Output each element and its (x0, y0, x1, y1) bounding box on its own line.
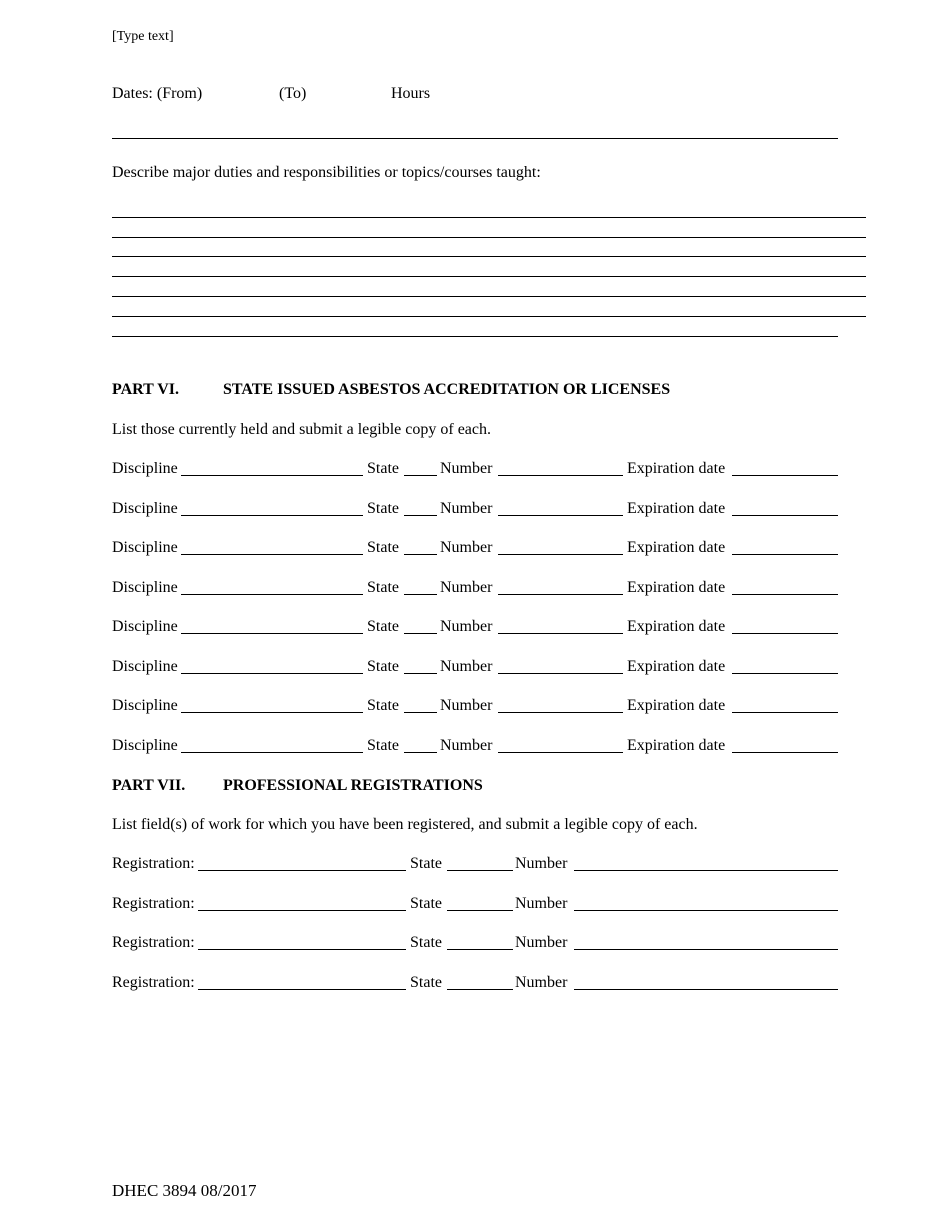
discipline-field[interactable] (181, 752, 363, 753)
number-field[interactable] (574, 870, 838, 871)
duties-prompt: Describe major duties and responsibilities or topics/courses taught: (112, 164, 541, 181)
state-label: State (410, 895, 442, 912)
state-label: State (367, 697, 399, 714)
state-field[interactable] (404, 633, 437, 634)
dates-from-label: Dates: (From) (112, 85, 203, 102)
number-field[interactable] (574, 910, 838, 911)
discipline-field[interactable] (181, 475, 363, 476)
duties-line[interactable] (112, 316, 866, 317)
number-field[interactable] (574, 949, 838, 950)
registration-label: Registration: (112, 895, 195, 912)
discipline-field[interactable] (181, 515, 363, 516)
expiration-field[interactable] (732, 712, 838, 713)
state-field[interactable] (447, 989, 513, 990)
part7-instruction: List field(s) of work for which you have been registered, and submit a legible copy of each. (112, 816, 698, 833)
number-field[interactable] (498, 515, 623, 516)
state-field[interactable] (404, 712, 437, 713)
expiration-field[interactable] (732, 752, 838, 753)
state-field[interactable] (447, 910, 513, 911)
number-label: Number (440, 500, 493, 517)
registration-field[interactable] (198, 910, 406, 911)
discipline-field[interactable] (181, 633, 363, 634)
discipline-label: Discipline (112, 697, 178, 714)
state-field[interactable] (447, 870, 513, 871)
discipline-label: Discipline (112, 737, 178, 754)
state-field[interactable] (404, 475, 437, 476)
duties-line[interactable] (112, 256, 866, 257)
discipline-label: Discipline (112, 500, 178, 517)
part6-number: PART VI. (112, 381, 180, 398)
state-field[interactable] (404, 515, 437, 516)
discipline-field[interactable] (181, 712, 363, 713)
duties-line[interactable] (112, 276, 866, 277)
entry-line[interactable] (112, 138, 838, 139)
expiration-label: Expiration date (627, 539, 726, 556)
number-field[interactable] (498, 594, 623, 595)
state-field[interactable] (404, 752, 437, 753)
registration-label: Registration: (112, 974, 195, 991)
number-field[interactable] (498, 475, 623, 476)
registration-field[interactable] (198, 949, 406, 950)
expiration-label: Expiration date (627, 697, 726, 714)
state-label: State (367, 618, 399, 635)
state-label: State (367, 539, 399, 556)
number-label: Number (515, 895, 568, 912)
state-label: State (367, 579, 399, 596)
discipline-field[interactable] (181, 594, 363, 595)
header-placeholder: [Type text] (112, 29, 174, 44)
discipline-label: Discipline (112, 579, 178, 596)
state-label: State (367, 737, 399, 754)
registration-field[interactable] (198, 870, 406, 871)
state-field[interactable] (404, 554, 437, 555)
expiration-field[interactable] (732, 594, 838, 595)
part7-title: PROFESSIONAL REGISTRATIONS (223, 777, 483, 794)
expiration-field[interactable] (732, 633, 838, 634)
number-label: Number (440, 737, 493, 754)
state-label: State (367, 658, 399, 675)
expiration-label: Expiration date (627, 460, 726, 477)
number-field[interactable] (498, 712, 623, 713)
part7-number: PART VII. (112, 777, 186, 794)
part6-instruction: List those currently held and submit a legible copy of each. (112, 421, 491, 438)
state-field[interactable] (404, 594, 437, 595)
discipline-label: Discipline (112, 618, 178, 635)
discipline-label: Discipline (112, 460, 178, 477)
duties-line[interactable] (112, 217, 866, 218)
discipline-label: Discipline (112, 658, 178, 675)
expiration-label: Expiration date (627, 500, 726, 517)
number-label: Number (515, 855, 568, 872)
expiration-label: Expiration date (627, 579, 726, 596)
number-label: Number (440, 618, 493, 635)
expiration-label: Expiration date (627, 618, 726, 635)
registration-field[interactable] (198, 989, 406, 990)
state-field[interactable] (447, 949, 513, 950)
expiration-field[interactable] (732, 475, 838, 476)
registration-label: Registration: (112, 934, 195, 951)
discipline-field[interactable] (181, 673, 363, 674)
dates-hours-label: Hours (391, 85, 431, 102)
state-label: State (410, 934, 442, 951)
number-label: Number (440, 460, 493, 477)
number-label: Number (440, 697, 493, 714)
expiration-field[interactable] (732, 673, 838, 674)
registration-label: Registration: (112, 855, 195, 872)
number-field[interactable] (498, 554, 623, 555)
number-label: Number (440, 579, 493, 596)
dates-to-label: (To) (279, 85, 307, 102)
number-field[interactable] (498, 633, 623, 634)
duties-line[interactable] (112, 237, 866, 238)
duties-line[interactable] (112, 336, 838, 337)
state-label: State (410, 855, 442, 872)
discipline-field[interactable] (181, 554, 363, 555)
number-field[interactable] (498, 673, 623, 674)
state-field[interactable] (404, 673, 437, 674)
expiration-label: Expiration date (627, 658, 726, 675)
state-label: State (367, 460, 399, 477)
state-label: State (367, 500, 399, 517)
number-field[interactable] (498, 752, 623, 753)
number-label: Number (440, 658, 493, 675)
footer-form-id: DHEC 3894 08/2017 (112, 1181, 257, 1200)
number-label: Number (515, 934, 568, 951)
expiration-field[interactable] (732, 554, 838, 555)
part6-title: STATE ISSUED ASBESTOS ACCREDITATION OR LICENSES (223, 381, 671, 398)
state-label: State (410, 974, 442, 991)
duties-line[interactable] (112, 296, 866, 297)
number-label: Number (440, 539, 493, 556)
number-field[interactable] (574, 989, 838, 990)
discipline-label: Discipline (112, 539, 178, 556)
number-label: Number (515, 974, 568, 991)
expiration-field[interactable] (732, 515, 838, 516)
expiration-label: Expiration date (627, 737, 726, 754)
